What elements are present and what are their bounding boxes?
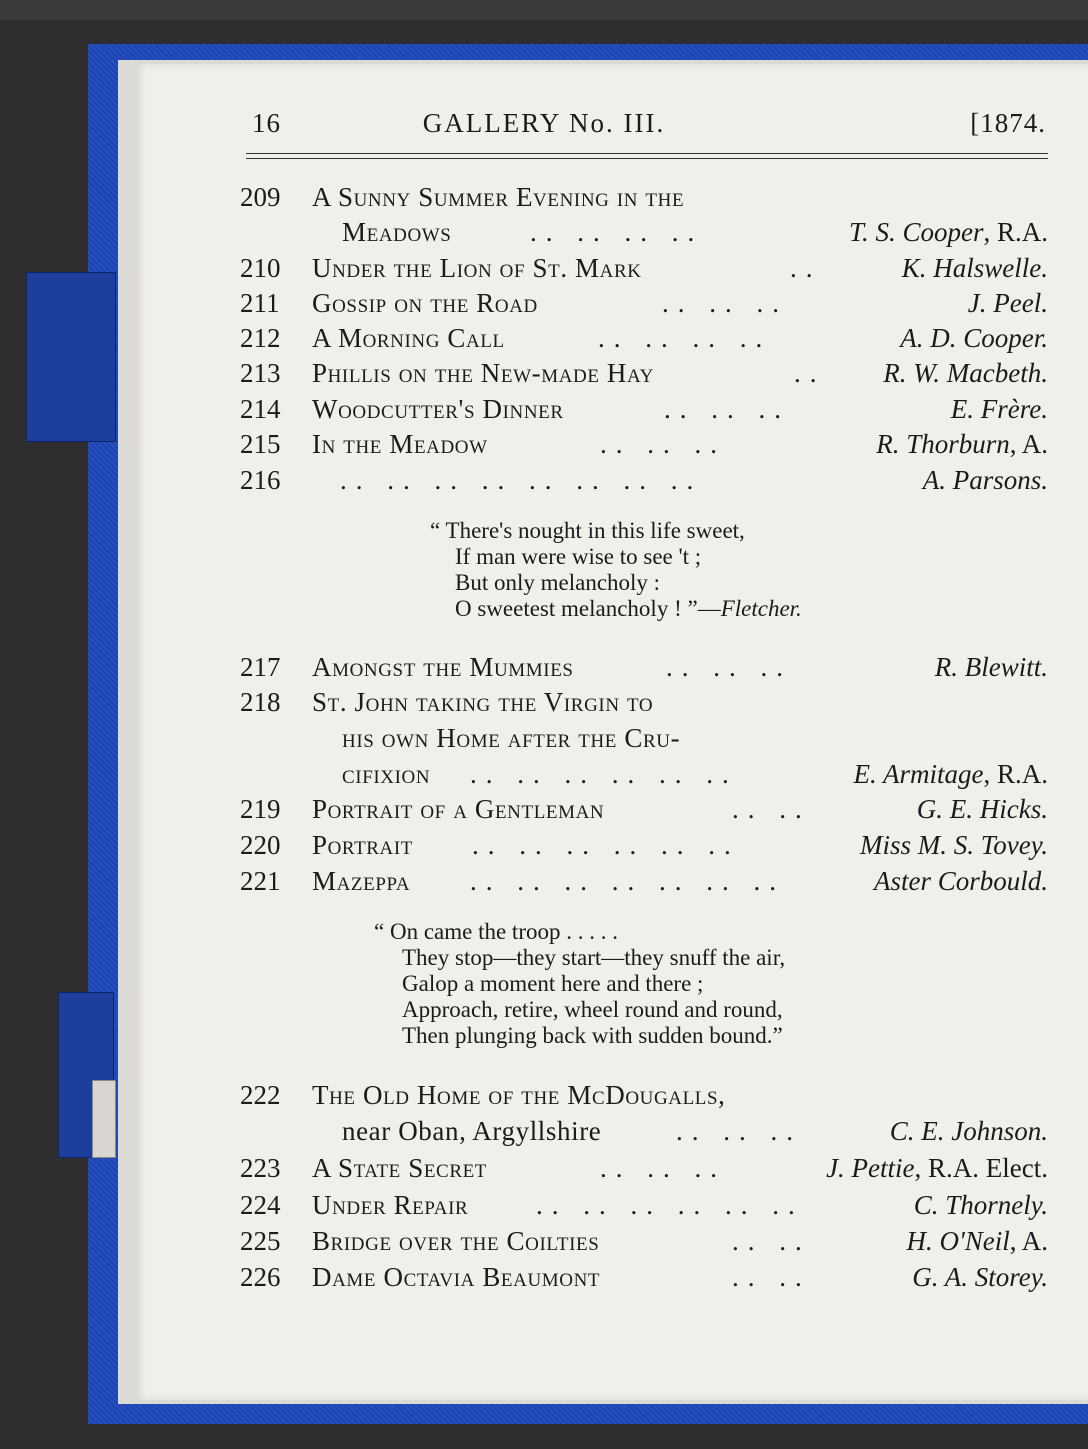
- leader-dots: ..: [790, 253, 822, 283]
- entry-number: 210: [240, 253, 281, 283]
- entry-artist: J. Pettie, R.A. Elect.: [826, 1153, 1048, 1183]
- entry-number: 216: [240, 465, 281, 495]
- quote-line: Then plunging back with sudden bound.”: [402, 1023, 783, 1048]
- entry-title: Mazeppa: [312, 866, 411, 896]
- entry-number: 218: [240, 687, 281, 717]
- entry-number: 212: [240, 323, 281, 353]
- leader-dots: .. .. ..: [664, 394, 790, 424]
- entry-artist: G. E. Hicks.: [916, 794, 1048, 824]
- entry-title: Portrait of a Gentleman: [312, 794, 605, 824]
- catalogue-entry: [0, 866, 1088, 902]
- leader-dots: .. ..: [732, 1226, 811, 1256]
- header-rule: [246, 153, 1048, 154]
- catalogue-entry: [0, 465, 1088, 501]
- leader-dots: .. .. .. ..: [530, 217, 704, 247]
- leader-dots: .. .. ..: [662, 288, 788, 318]
- entry-title: Under the Lion of St. Mark: [312, 253, 642, 283]
- leader-dots: .. .. .. .. .. ..: [536, 1190, 804, 1220]
- quote-line: They stop—they start—they snuff the air,: [402, 945, 786, 970]
- entry-title: cifixion: [342, 759, 431, 789]
- catalogue-entry: [0, 358, 1088, 394]
- leader-dots: .. .. ..: [600, 1153, 726, 1183]
- leader-dots: .. .. .. .. .. .. .. ..: [340, 465, 703, 495]
- catalogue-entry: [0, 1190, 1088, 1226]
- entry-title: Bridge over the Coilties: [312, 1226, 600, 1256]
- leader-dots: .. .. .. .. .. ..: [470, 759, 738, 789]
- catalogue-entry: [0, 253, 1088, 289]
- entry-artist: T. S. Cooper, R.A.: [848, 217, 1048, 247]
- entry-number: 224: [240, 1190, 281, 1220]
- entry-artist: G. A. Storey.: [912, 1262, 1048, 1292]
- entry-number: 222: [240, 1080, 281, 1110]
- entry-title: near Oban, Argyllshire: [342, 1116, 602, 1146]
- catalogue-entry: [0, 429, 1088, 465]
- entry-artist: J. Peel.: [967, 288, 1048, 318]
- catalogue-entry: [0, 288, 1088, 324]
- background: [0, 0, 1088, 20]
- catalogue-entry: [0, 652, 1088, 688]
- entry-artist: Aster Corbould.: [873, 866, 1048, 896]
- entry-number: 211: [240, 288, 280, 318]
- catalogue-entry: [0, 759, 1088, 795]
- leader-dots: .. .. .. .. .. ..: [472, 830, 740, 860]
- leader-dots: .. .. .. .. .. .. ..: [470, 866, 785, 896]
- entry-artist: A. D. Cooper.: [900, 323, 1048, 353]
- entry-number: 215: [240, 429, 281, 459]
- catalogue-entry: [0, 687, 1088, 723]
- entry-number: 209: [240, 182, 281, 212]
- entry-number: 220: [240, 830, 281, 860]
- entry-title: In the Meadow: [312, 429, 488, 459]
- entry-artist: K. Halswelle.: [901, 253, 1048, 283]
- quote-line: But only melancholy :: [455, 570, 661, 595]
- entry-title: A Sunny Summer Evening in the: [312, 182, 685, 212]
- catalogue-entry: [0, 1226, 1088, 1262]
- quote-line: Approach, retire, wheel round and round,: [402, 997, 783, 1022]
- entry-number: 219: [240, 794, 281, 824]
- catalogue-entry: [0, 394, 1088, 430]
- catalogue-entry: [0, 217, 1088, 253]
- catalogue-entry: [0, 1153, 1088, 1189]
- gallery-title: GALLERY No. III.: [422, 108, 666, 138]
- entry-number: 213: [240, 358, 281, 388]
- entry-title: Amongst the Mummies: [312, 652, 574, 682]
- quote-line: Galop a moment here and there ;: [402, 971, 704, 996]
- leader-dots: .. ..: [732, 794, 811, 824]
- catalogue-entry: [0, 723, 1088, 759]
- entry-artist: E. Frère.: [950, 394, 1048, 424]
- entry-number: 225: [240, 1226, 281, 1256]
- quote-line: “ On came the troop . . . . .: [374, 919, 618, 944]
- entry-title: A State Secret: [312, 1153, 488, 1183]
- entry-title: Meadows: [342, 217, 452, 247]
- leader-dots: .. .. ..: [676, 1116, 802, 1146]
- entry-artist: C. E. Johnson.: [889, 1116, 1048, 1146]
- entry-title: Woodcutter's Dinner: [312, 394, 564, 424]
- catalogue-entry: [0, 182, 1088, 218]
- entry-title: Gossip on the Road: [312, 288, 538, 318]
- entry-title: St. John taking the Virgin to: [312, 687, 654, 717]
- catalogue-entry: [0, 323, 1088, 359]
- quote-line: O sweetest melancholy ! ”—Fletcher.: [455, 596, 802, 621]
- entry-artist: H. O'Neil, A.: [906, 1226, 1048, 1256]
- catalogue-entry: [0, 1262, 1088, 1298]
- entry-artist: R. Thorburn, A.: [876, 429, 1048, 459]
- entry-title: Phillis on the New-made Hay: [312, 358, 654, 388]
- leader-dots: .. .. ..: [666, 652, 792, 682]
- entry-artist: C. Thornely.: [913, 1190, 1048, 1220]
- entry-title: Portrait: [312, 830, 414, 860]
- entry-artist: R. W. Macbeth.: [883, 358, 1048, 388]
- quote-line: “ There's nought in this life sweet,: [430, 518, 745, 543]
- quote-author: Fletcher.: [720, 596, 802, 621]
- entry-artist: E. Armitage, R.A.: [853, 759, 1048, 789]
- entry-number: 217: [240, 652, 281, 682]
- entry-title: his own Home after the Cru-: [342, 723, 681, 753]
- entry-title: Under Repair: [312, 1190, 469, 1220]
- entry-number: 226: [240, 1262, 281, 1292]
- catalogue-entry: [0, 794, 1088, 830]
- entry-title: Dame Octavia Beaumont: [312, 1262, 601, 1292]
- quote-line: If man were wise to see 't ;: [455, 544, 702, 569]
- entry-number: 214: [240, 394, 281, 424]
- entry-number: 221: [240, 866, 281, 896]
- entry-number: 223: [240, 1153, 281, 1183]
- leader-dots: .. .. ..: [600, 429, 726, 459]
- page-number: 16: [252, 108, 281, 138]
- entry-artist: R. Blewitt.: [934, 652, 1048, 682]
- entry-title: A Morning Call: [312, 323, 505, 353]
- catalogue-entry: [0, 1116, 1088, 1152]
- entry-artist: Miss M. S. Tovey.: [860, 830, 1048, 860]
- entry-artist: A. Parsons.: [922, 465, 1048, 495]
- leader-dots: ..: [794, 358, 826, 388]
- catalogue-entry: [0, 1080, 1088, 1116]
- leader-dots: .. ..: [732, 1262, 811, 1292]
- year-label: [1874.: [970, 108, 1046, 138]
- catalogue-entry: [0, 830, 1088, 866]
- header-rule-second: [246, 158, 1048, 159]
- entry-title: The Old Home of the McDougalls,: [312, 1080, 726, 1110]
- leader-dots: .. .. .. ..: [598, 323, 772, 353]
